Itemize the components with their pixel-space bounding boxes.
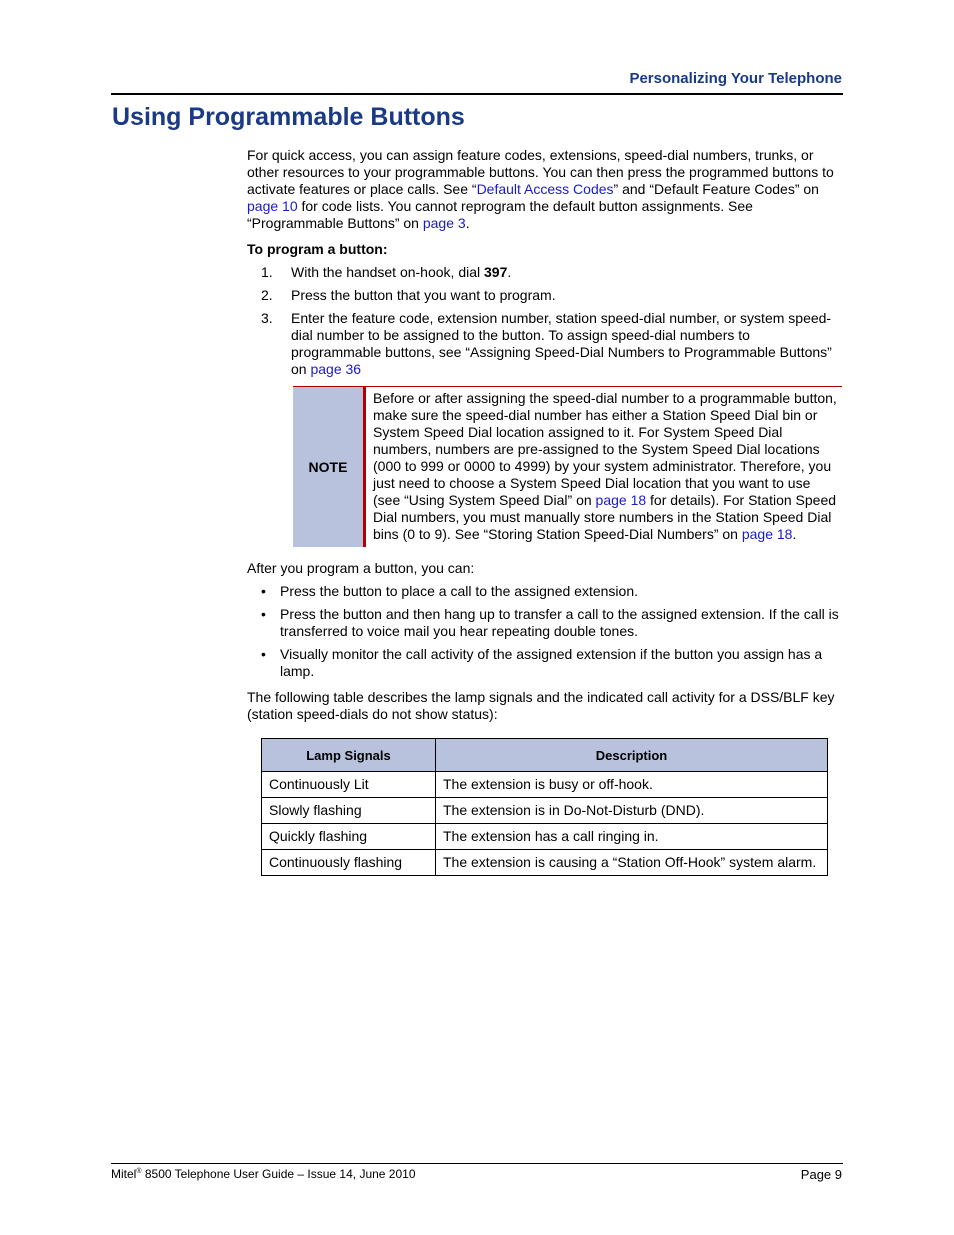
page-number: Page 9	[800, 1167, 842, 1182]
table-cell: The extension has a call ringing in.	[436, 824, 828, 850]
page-18-link[interactable]: page 18	[741, 526, 793, 542]
table-row	[262, 772, 828, 798]
footer-divider	[111, 1163, 843, 1164]
step-item: 2. Press the button that you want to program.	[261, 287, 556, 303]
bullet-item: • Press the button and then hang up to transfer a call to the assigned extension. If the call is transferred to voice mail you hear repeating double tones.	[261, 606, 839, 639]
table-cell: The extension is busy or off-hook.	[436, 772, 828, 798]
table-cell: Quickly flashing	[262, 824, 436, 850]
default-access-codes-link[interactable]: Default Access Codes	[476, 181, 614, 197]
table-row	[262, 798, 828, 824]
step-item: 3. Enter the feature code, extension number, station speed-dial number, or system speed-dial number to be assigned to the button. To assign speed-dial numbers to programmable buttons, see “Assigning Speed-Dial Numbers to Programmable Buttons” on page 36	[261, 310, 832, 377]
page-36-link[interactable]: page 36	[310, 361, 362, 377]
running-header: Personalizing Your Telephone	[629, 70, 842, 87]
table-cell: Continuously flashing	[262, 850, 436, 876]
page-3-link[interactable]: page 3	[422, 215, 466, 231]
page-18-link[interactable]: page 18	[595, 492, 647, 508]
page-10-link[interactable]: page 10	[247, 198, 298, 214]
step-item: 1. With the handset on-hook, dial 397.	[261, 264, 512, 280]
column-header: Description	[436, 739, 828, 772]
footer-doc-title: Mitel® 8500 Telephone User Guide – Issue 14, June 2010	[111, 1167, 416, 1181]
note-text: Before or after assigning the speed-dial number to a programmable button, make sure the speed-dial number has either a Station Speed Dial bin or System Speed Dial location assigned to it. For System Speed Dial numbers, numbers are pre-assigned to the System Speed Dial locations (000 to 999 or 0000 to 4999) by your system administrator. Therefore, you just need to choose a System Speed Dial location that you want to use (see “Using System Speed Dial” on page 18 for details). For Station Speed Dial numbers, you must manually store numbers in the Station Speed Dial bins (0 to 9). See “Storing Station Speed-Dial Numbers” on page 18.	[373, 390, 837, 542]
bullet-icon: •	[261, 606, 266, 622]
table-row	[262, 824, 828, 850]
table-cell: The extension is causing a “Station Off-Hook” system alarm.	[436, 850, 828, 876]
note-label: NOTE	[293, 387, 366, 547]
lamp-signals-table	[261, 738, 828, 876]
bullet-icon: •	[261, 646, 266, 662]
bullet-icon: •	[261, 583, 266, 599]
header-divider	[111, 93, 843, 95]
column-header: Lamp Signals	[262, 739, 436, 772]
after-paragraph: After you program a button, you can:	[247, 560, 475, 576]
table-row	[262, 850, 828, 876]
note-box	[293, 386, 842, 547]
procedure-steps	[247, 264, 843, 378]
intro-paragraph: For quick access, you can assign feature codes, extensions, speed-dial numbers, trunks, or other resources to your programmable buttons. You can then press the programmed buttons to activate features or place calls. See “Default Access Codes” and “Default Feature Codes” on page 10 for code lists. You cannot reprogram the default button assignments. See “Programmable Buttons” on page 3.	[247, 147, 834, 231]
procedure-heading: To program a button:	[247, 241, 388, 257]
table-header-row	[262, 739, 828, 772]
table-cell: The extension is in Do-Not-Disturb (DND).	[436, 798, 828, 824]
table-cell: Continuously Lit	[262, 772, 436, 798]
bullet-item: • Press the button to place a call to the assigned extension.	[261, 583, 639, 599]
table-intro: The following table describes the lamp signals and the indicated call activity for a DSS/BLF key (station speed-dials do not show status):	[247, 689, 835, 722]
bullet-item: • Visually monitor the call activity of the assigned extension if the button you assign has a lamp.	[261, 646, 823, 679]
page-title: Using Programmable Buttons	[112, 103, 465, 131]
table-cell: Slowly flashing	[262, 798, 436, 824]
bullet-list	[247, 583, 843, 680]
main-content	[247, 147, 843, 876]
